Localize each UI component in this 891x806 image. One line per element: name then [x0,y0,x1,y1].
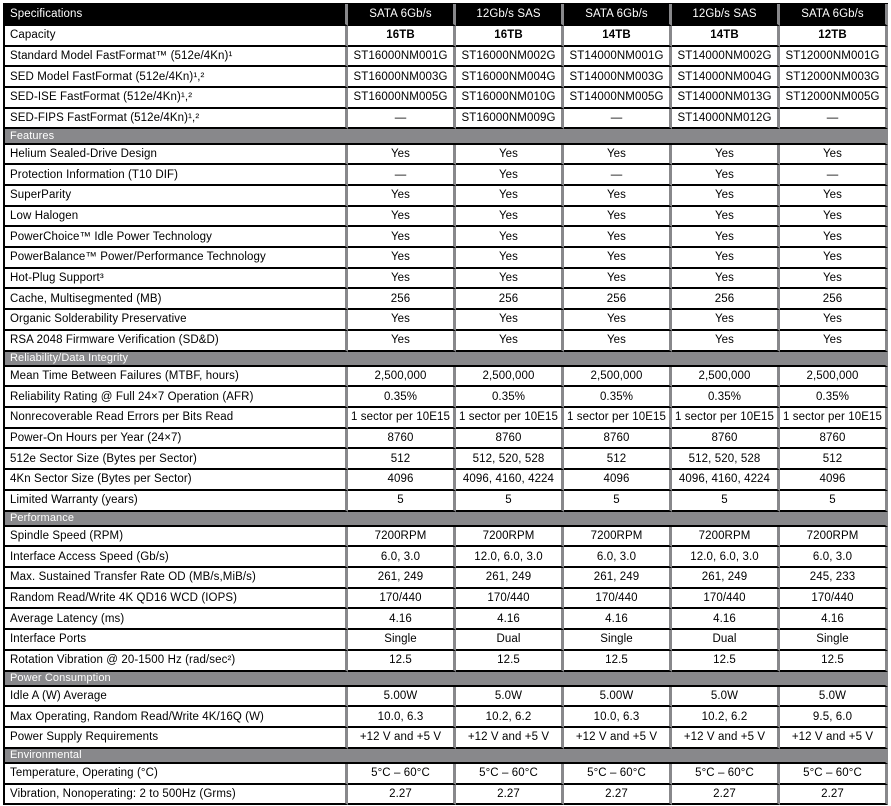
spec-value-cell: Yes [348,331,456,352]
spec-value-cell: +12 V and +5 V [672,728,780,749]
spec-value-cell: 1 sector per 10E15 [348,408,456,429]
spec-value-cell: ST16000NM003G [348,67,456,88]
spec-value-cell: Yes [348,186,456,207]
spec-value-cell: ST16000NM002G [456,47,564,68]
spec-row [5,687,888,708]
spec-value-cell: Yes [456,331,564,352]
spec-value-cell: Yes [672,165,780,186]
spec-row [5,289,888,310]
spec-row [5,367,888,388]
spec-row [5,589,888,610]
spec-row [5,568,888,589]
spec-row-label: Power Supply Requirements [5,728,348,749]
spec-row-label: PowerBalance™ Power/Performance Technology [5,248,348,269]
spec-value-cell: 8760 [456,429,564,450]
spec-value-cell: 5.0W [456,687,564,708]
spec-value-cell: Yes [456,310,564,331]
spec-row [5,764,888,785]
spec-value-cell: +12 V and +5 V [564,728,672,749]
spec-value-cell: 6.0, 3.0 [564,547,672,568]
spec-value-cell: Yes [456,207,564,228]
spec-row-label: Capacity [5,26,348,47]
spec-value-cell: 261, 249 [672,568,780,589]
spec-row [5,88,888,109]
spec-value-cell: Single [780,630,888,651]
spec-value-cell: 8760 [672,429,780,450]
spec-value-cell: 2.27 [672,785,780,806]
spec-value-cell: Yes [564,310,672,331]
spec-value-cell: 170/440 [456,589,564,610]
section-header: Environmental [5,749,888,764]
spec-row-label: Vibration, Nonoperating: 2 to 500Hz (Grms) [5,785,348,806]
spec-value-cell: 5 [564,491,672,512]
spec-value-cell: Yes [564,227,672,248]
spec-value-cell: 1 sector per 10E15 [456,408,564,429]
spec-value-cell: 261, 249 [456,568,564,589]
spec-row-label: Mean Time Between Failures (MTBF, hours) [5,367,348,388]
spec-row-label: Low Halogen [5,207,348,228]
spec-value-cell: 512 [348,449,456,470]
spec-value-cell: 6.0, 3.0 [348,547,456,568]
spec-value-cell: 2,500,000 [780,367,888,388]
spec-value-cell: 7200RPM [564,527,672,548]
spec-value-cell: 245, 233 [780,568,888,589]
spec-row [5,165,888,186]
spec-value-cell: 5°C – 60°C [564,764,672,785]
spec-value-cell: 2.27 [564,785,672,806]
spec-row [5,429,888,450]
spec-value-cell: 256 [456,289,564,310]
spec-value-cell: Yes [780,186,888,207]
spec-value-cell: 512 [780,449,888,470]
spec-value-cell: 5°C – 60°C [456,764,564,785]
spec-row-label: 4Kn Sector Size (Bytes per Sector) [5,470,348,491]
spec-value-cell: 512, 520, 528 [456,449,564,470]
spec-row [5,728,888,749]
spec-value-cell: 12.5 [456,651,564,672]
spec-value-cell: Dual [456,630,564,651]
spec-value-cell: 0.35% [780,387,888,408]
spec-value-cell: — [780,109,888,130]
spec-value-cell: 1 sector per 10E15 [564,408,672,429]
section-header: Power Consumption [5,672,888,687]
spec-value-cell: 261, 249 [564,568,672,589]
spec-value-cell: 14TB [672,26,780,47]
spec-row-label: SED Model FastFormat (512e/4Kn)¹,² [5,67,348,88]
spec-value-cell: 12.5 [348,651,456,672]
spec-row-label: SED-ISE FastFormat (512e/4Kn)¹,² [5,88,348,109]
spec-value-cell: Yes [780,269,888,290]
spec-row-label: Spindle Speed (RPM) [5,527,348,548]
spec-value-cell: Yes [672,186,780,207]
spec-value-cell: ST12000NM005G [780,88,888,109]
spec-value-cell: Yes [564,248,672,269]
column-header-interface: SATA 6Gb/s [780,4,888,26]
spec-row [5,527,888,548]
column-header-interface: 12Gb/s SAS [456,4,564,26]
spec-value-cell: 12.5 [672,651,780,672]
spec-value-cell: 10.0, 6.3 [564,707,672,728]
spec-value-cell: Yes [456,248,564,269]
spec-value-cell: Yes [780,310,888,331]
table-header-row [5,4,888,26]
spec-row [5,248,888,269]
spec-row-label: Power-On Hours per Year (24×7) [5,429,348,450]
spec-value-cell: 256 [348,289,456,310]
spec-value-cell: 5°C – 60°C [348,764,456,785]
spec-value-cell: 2,500,000 [348,367,456,388]
header-specifications-label: Specifications [5,4,348,26]
spec-row [5,331,888,352]
spec-row-label: SuperParity [5,186,348,207]
spec-value-cell: 4.16 [780,609,888,630]
spec-row-label: Interface Access Speed (Gb/s) [5,547,348,568]
spec-value-cell: 4096, 4160, 4224 [672,470,780,491]
spec-value-cell: 10.2, 6.2 [456,707,564,728]
spec-value-cell: 0.35% [564,387,672,408]
spec-value-cell: Yes [456,145,564,166]
spec-row [5,609,888,630]
spec-value-cell: ST14000NM003G [564,67,672,88]
spec-row-label: Organic Solderability Preservative [5,310,348,331]
spec-value-cell: Yes [672,310,780,331]
spec-value-cell: ST14000NM012G [672,109,780,130]
spec-value-cell: ST14000NM013G [672,88,780,109]
spec-value-cell: — [348,165,456,186]
spec-value-cell: Yes [780,227,888,248]
spec-value-cell: Yes [564,186,672,207]
spec-value-cell: 4.16 [348,609,456,630]
spec-row [5,707,888,728]
spec-row-label: SED-FIPS FastFormat (512e/4Kn)¹,² [5,109,348,130]
spec-row-label: Idle A (W) Average [5,687,348,708]
spec-value-cell: 512 [564,449,672,470]
spec-value-cell: ST14000NM005G [564,88,672,109]
spec-value-cell: 4096 [348,470,456,491]
spec-value-cell: Yes [456,186,564,207]
spec-row [5,408,888,429]
spec-value-cell: 256 [780,289,888,310]
spec-value-cell: Yes [348,269,456,290]
spec-row-label: PowerChoice™ Idle Power Technology [5,227,348,248]
spec-value-cell: ST14000NM001G [564,47,672,68]
spec-value-cell: ST16000NM005G [348,88,456,109]
spec-value-cell: 170/440 [348,589,456,610]
spec-value-cell: Yes [564,331,672,352]
spec-row-label: Average Latency (ms) [5,609,348,630]
spec-value-cell: +12 V and +5 V [780,728,888,749]
spec-value-cell: 4096 [780,470,888,491]
spec-value-cell: Yes [672,331,780,352]
spec-row [5,227,888,248]
spec-row-label: Helium Sealed-Drive Design [5,145,348,166]
spec-value-cell: Yes [672,269,780,290]
spec-value-cell: 16TB [348,26,456,47]
spec-value-cell: Yes [456,269,564,290]
spec-row [5,186,888,207]
spec-row [5,547,888,568]
spec-value-cell: 5°C – 60°C [672,764,780,785]
spec-value-cell: Yes [564,269,672,290]
spec-row [5,26,888,47]
spec-value-cell: 2.27 [780,785,888,806]
spec-value-cell: ST14000NM004G [672,67,780,88]
spec-value-cell: 256 [672,289,780,310]
column-header-interface: SATA 6Gb/s [564,4,672,26]
spec-value-cell: 9.5, 6.0 [780,707,888,728]
spec-value-cell: 5.00W [348,687,456,708]
spec-row-label: RSA 2048 Firmware Verification (SD&D) [5,331,348,352]
spec-value-cell: 7200RPM [672,527,780,548]
spec-value-cell: Yes [672,227,780,248]
spec-value-cell: 5°C – 60°C [780,764,888,785]
spec-value-cell: 12TB [780,26,888,47]
spec-row-label: Reliability Rating @ Full 24×7 Operation (AFR) [5,387,348,408]
spec-value-cell: Yes [564,145,672,166]
spec-value-cell: 1 sector per 10E15 [780,408,888,429]
spec-row [5,207,888,228]
spec-row [5,470,888,491]
spec-value-cell: Yes [456,165,564,186]
spec-row-label: Standard Model FastFormat™ (512e/4Kn)¹ [5,47,348,68]
spec-row [5,651,888,672]
spec-value-cell: 8760 [780,429,888,450]
spec-row [5,491,888,512]
spec-value-cell: 5 [456,491,564,512]
spec-value-cell: 7200RPM [456,527,564,548]
spec-row-label: Max Operating, Random Read/Write 4K/16Q (W) [5,707,348,728]
column-header-interface: 12Gb/s SAS [672,4,780,26]
spec-row [5,47,888,68]
spec-value-cell: 4096, 4160, 4224 [456,470,564,491]
spec-value-cell: 5 [780,491,888,512]
spec-value-cell: 2,500,000 [672,367,780,388]
spec-value-cell: Yes [564,207,672,228]
spec-value-cell: Yes [672,207,780,228]
spec-value-cell: 2,500,000 [564,367,672,388]
spec-value-cell: Single [348,630,456,651]
spec-value-cell: 4096 [564,470,672,491]
spec-value-cell: — [780,165,888,186]
spec-value-cell: ST14000NM002G [672,47,780,68]
spec-value-cell: 5.0W [780,687,888,708]
spec-value-cell: 261, 249 [348,568,456,589]
spec-row-label: Cache, Multisegmented (MB) [5,289,348,310]
spec-value-cell: 10.2, 6.2 [672,707,780,728]
spec-row-label: Rotation Vibration @ 20-1500 Hz (rad/sec²) [5,651,348,672]
spec-row [5,785,888,806]
spec-value-cell: 2.27 [348,785,456,806]
spec-value-cell: 14TB [564,26,672,47]
spec-row-label: Temperature, Operating (°C) [5,764,348,785]
spec-row [5,269,888,290]
spec-value-cell: 170/440 [780,589,888,610]
spec-value-cell: 1 sector per 10E15 [672,408,780,429]
spec-value-cell: +12 V and +5 V [456,728,564,749]
section-header: Features [5,129,888,144]
spec-value-cell: 8760 [564,429,672,450]
spec-row [5,310,888,331]
spec-value-cell: ST16000NM009G [456,109,564,130]
spec-value-cell: 12.5 [564,651,672,672]
spec-value-cell: 4.16 [564,609,672,630]
spec-value-cell: ST16000NM004G [456,67,564,88]
spec-row-label: Nonrecoverable Read Errors per Bits Read [5,408,348,429]
spec-row-label: Protection Information (T10 DIF) [5,165,348,186]
spec-value-cell: 2,500,000 [456,367,564,388]
spec-row [5,109,888,130]
spec-value-cell: Yes [780,207,888,228]
spec-value-cell: Yes [348,227,456,248]
section-header: Performance [5,512,888,527]
spec-value-cell: Dual [672,630,780,651]
spec-value-cell: Yes [348,145,456,166]
spec-row [5,67,888,88]
spec-row-label: Max. Sustained Transfer Rate OD (MB/s,MiB/s) [5,568,348,589]
spec-value-cell: 0.35% [348,387,456,408]
spec-value-cell: Yes [672,248,780,269]
spec-value-cell: — [564,109,672,130]
spec-value-cell: Yes [348,207,456,228]
spec-value-cell: 5.0W [672,687,780,708]
spec-table [3,3,888,805]
spec-value-cell: 2.27 [456,785,564,806]
spec-row-label: Limited Warranty (years) [5,491,348,512]
spec-value-cell: 5 [672,491,780,512]
spec-value-cell: 7200RPM [780,527,888,548]
spec-value-cell: 0.35% [672,387,780,408]
spec-value-cell: 10.0, 6.3 [348,707,456,728]
spec-row-label: Interface Ports [5,630,348,651]
spec-value-cell: Yes [780,248,888,269]
spec-value-cell: Yes [780,145,888,166]
spec-row-label: Hot-Plug Support³ [5,269,348,290]
spec-value-cell: ST12000NM003G [780,67,888,88]
spec-value-cell: Yes [456,227,564,248]
spec-row [5,387,888,408]
spec-value-cell: 12.5 [780,651,888,672]
spec-value-cell: 7200RPM [348,527,456,548]
spec-value-cell: 170/440 [564,589,672,610]
spec-value-cell: 512, 520, 528 [672,449,780,470]
spec-value-cell: 4.16 [456,609,564,630]
spec-value-cell: 170/440 [672,589,780,610]
spec-value-cell: 5.00W [564,687,672,708]
spec-value-cell: 6.0, 3.0 [780,547,888,568]
spec-value-cell: — [348,109,456,130]
spec-value-cell: ST16000NM001G [348,47,456,68]
spec-value-cell: Yes [780,331,888,352]
spec-value-cell: ST16000NM010G [456,88,564,109]
spec-row [5,449,888,470]
spec-row [5,630,888,651]
spec-value-cell: +12 V and +5 V [348,728,456,749]
spec-value-cell: Yes [672,145,780,166]
column-header-interface: SATA 6Gb/s [348,4,456,26]
spec-value-cell: 16TB [456,26,564,47]
spec-value-cell: 0.35% [456,387,564,408]
spec-value-cell: Yes [348,310,456,331]
spec-value-cell: 4.16 [672,609,780,630]
spec-row-label: 512e Sector Size (Bytes per Sector) [5,449,348,470]
spec-value-cell: Yes [348,248,456,269]
spec-value-cell: 12.0, 6.0, 3.0 [672,547,780,568]
spec-value-cell: 8760 [348,429,456,450]
section-header: Reliability/Data Integrity [5,352,888,367]
spec-row [5,145,888,166]
spec-row-label: Random Read/Write 4K QD16 WCD (IOPS) [5,589,348,610]
spec-value-cell: — [564,165,672,186]
spec-value-cell: ST12000NM001G [780,47,888,68]
spec-value-cell: 256 [564,289,672,310]
spec-value-cell: Single [564,630,672,651]
spec-value-cell: 5 [348,491,456,512]
spec-value-cell: 12.0, 6.0, 3.0 [456,547,564,568]
